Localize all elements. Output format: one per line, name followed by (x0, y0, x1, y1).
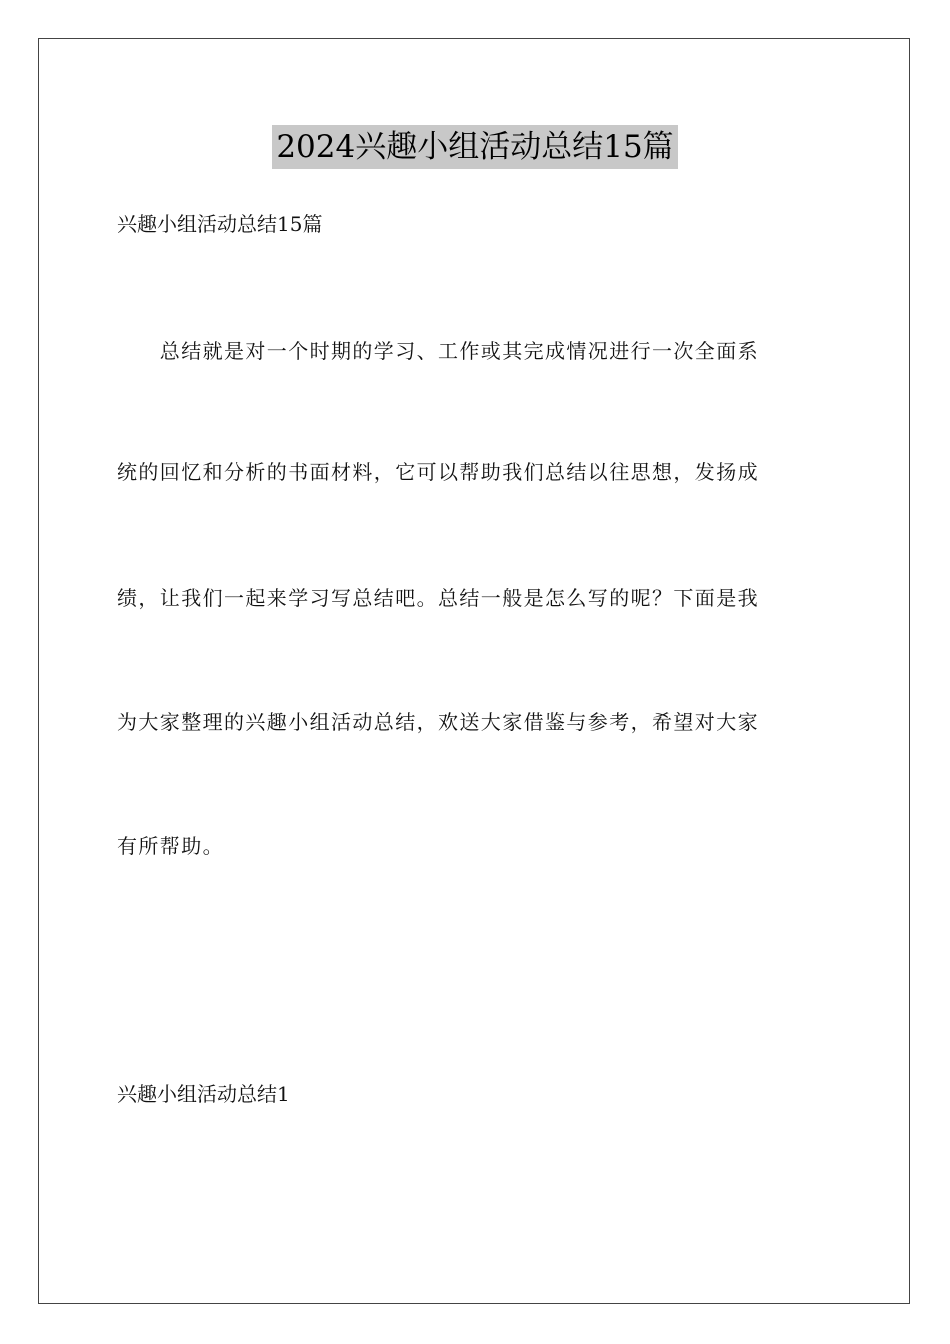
title-container (0, 125, 950, 169)
intro-paragraph-line: 为大家整理的兴趣小组活动总结，欢送大家借鉴与参考，希望对大家 (117, 710, 759, 734)
document-subtitle: 兴趣小组活动总结15篇 (117, 212, 323, 236)
intro-paragraph-line: 总结就是对一个时期的学习、工作或其完成情况进行一次全面系 (117, 339, 759, 363)
intro-paragraph-line: 有所帮助。 (117, 834, 224, 858)
intro-paragraph-line: 统的回忆和分析的书面材料，它可以帮助我们总结以往思想，发扬成 (117, 460, 759, 484)
intro-paragraph-line: 绩，让我们一起来学习写总结吧。总结一般是怎么写的呢？下面是我 (117, 586, 759, 610)
section-heading: 兴趣小组活动总结1 (117, 1082, 290, 1106)
document-title: 2024兴趣小组活动总结15篇 (272, 125, 677, 169)
